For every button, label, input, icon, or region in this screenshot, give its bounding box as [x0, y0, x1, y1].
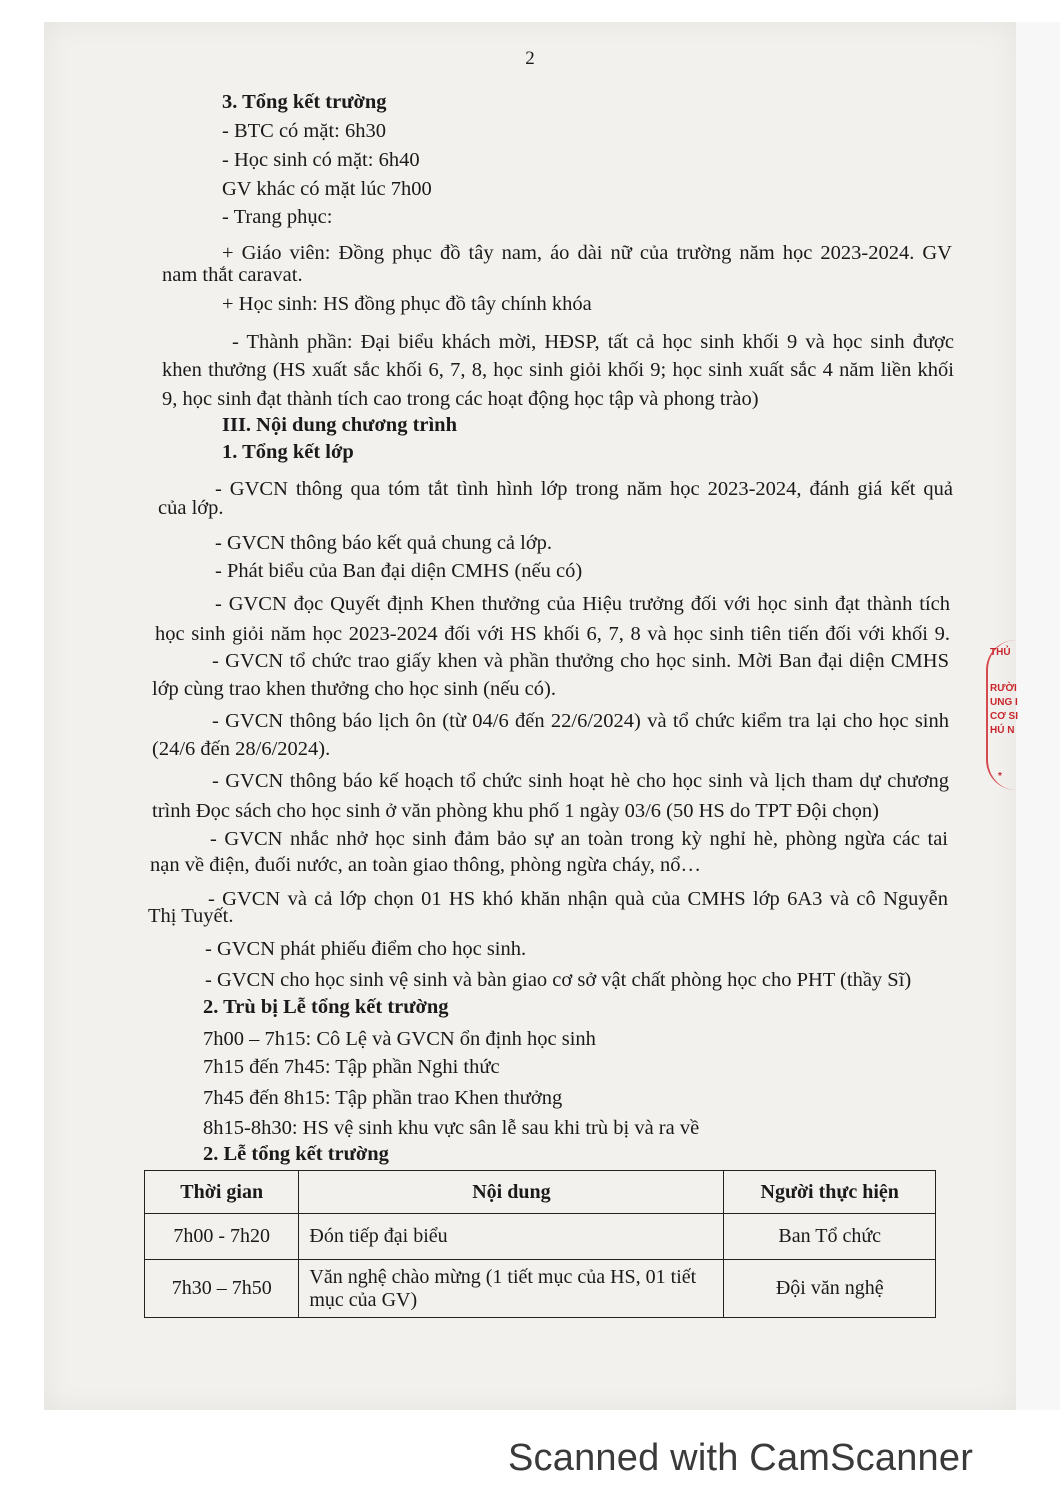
text-line: - GVCN cho học sinh vệ sinh và bàn giao cơ sở vật chất phòng học cho PHT (thầy Sĩ): [205, 969, 912, 991]
section-heading-le-tong-ket: 2. Lễ tổng kết trường: [203, 1143, 389, 1165]
text-line: - GVCN nhắc nhở học sinh đảm bảo sự an toàn trong kỳ nghỉ hè, phòng ngừa các tai: [210, 828, 948, 850]
column-header-person: Người thực hiện: [724, 1171, 936, 1214]
table-row: [145, 1214, 936, 1260]
text-line: 7h15 đến 7h45: Tập phần Nghi thức: [203, 1056, 500, 1078]
stamp-text: THỦ: [990, 647, 1011, 658]
text-line: - Trang phục:: [222, 206, 333, 228]
text-line: - GVCN và cả lớp chọn 01 HS khó khăn nhận quà của CMHS lớp 6A3 và cô Nguyễn: [208, 888, 948, 910]
text-line: - GVCN tổ chức trao giấy khen và phần thưởng cho học sinh. Mời Ban đại diện CMHS: [212, 650, 949, 672]
text-line: + Giáo viên: Đồng phục đồ tây nam, áo dài nữ của trường năm học 2023-2024. GV: [222, 242, 952, 264]
cell-person: Ban Tổ chức: [724, 1214, 936, 1260]
text-line: 8h15-8h30: HS vệ sinh khu vực sân lễ sau khi trù bị và ra về: [203, 1117, 700, 1139]
text-line: - GVCN phát phiếu điểm cho học sinh.: [205, 938, 527, 960]
text-line: 9, học sinh đạt thành tích cao trong các hoạt động học tập và phong trào): [162, 388, 759, 410]
cell-content: Văn nghệ chào mừng (1 tiết mục của HS, 01 tiết mục của GV): [299, 1260, 724, 1318]
camscanner-watermark: Scanned with CamScanner: [508, 1437, 974, 1479]
text-line: - BTC có mặt: 6h30: [222, 120, 386, 142]
stamp-star-icon: *: [998, 771, 1002, 782]
program-table: [144, 1170, 936, 1318]
section-heading-tong-ket-truong: 3. Tổng kết trường: [222, 91, 387, 113]
text-line: + Học sinh: HS đồng phục đồ tây chính khóa: [222, 293, 592, 315]
text-line: lớp cùng trao khen thưởng cho học sinh (nếu có).: [152, 678, 556, 700]
stamp-text: CƠ SI: [990, 711, 1018, 722]
table-row: [145, 1260, 936, 1318]
text-line: - GVCN thông báo lịch ôn (từ 04/6 đến 22/6/2024) và tổ chức kiểm tra lại cho học sinh: [212, 710, 949, 732]
text-line: - GVCN thông qua tóm tắt tình hình lớp trong năm học 2023-2024, đánh giá kết quả: [215, 478, 953, 500]
stamp-text: HÚ N: [990, 725, 1015, 736]
text-line: - GVCN thông báo kết quả chung cả lớp.: [215, 532, 553, 554]
cell-content: Đón tiếp đại biểu: [299, 1214, 724, 1260]
text-line: học sinh giỏi năm học 2023-2024 đối với HS khối 6, 7, 8 và học sinh tiên tiến đối với khối 9.: [155, 623, 950, 645]
cell-person: Đội văn nghệ: [724, 1260, 936, 1318]
text-line: - Học sinh có mặt: 6h40: [222, 149, 420, 171]
column-header-content: Nội dung: [299, 1171, 724, 1214]
text-line: (24/6 đến 28/6/2024).: [152, 738, 331, 760]
text-line: nam thắt caravat.: [162, 264, 303, 286]
text-line: - Phát biểu của Ban đại diện CMHS (nếu có): [215, 560, 583, 582]
stamp-text: RƯỜI: [990, 683, 1017, 694]
text-line: - GVCN đọc Quyết định Khen thưởng của Hiệu trưởng đối với học sinh đạt thành tích: [215, 593, 950, 615]
text-line: khen thưởng (HS xuất sắc khối 6, 7, 8, học sinh giỏi khối 9; học sinh xuất sắc 4 năm liền khối: [162, 359, 954, 381]
stamp-text: UNG I: [990, 697, 1018, 708]
cell-time: 7h00 - 7h20: [145, 1214, 299, 1260]
text-line: Thị Tuyết.: [148, 905, 234, 927]
text-line: - Thành phần: Đại biểu khách mời, HĐSP, tất cả học sinh khối 9 và học sinh được: [232, 331, 954, 353]
page-number: 2: [525, 48, 535, 69]
text-line: trình Đọc sách cho học sinh ở văn phòng khu phố 1 ngày 03/6 (50 HS do TPT Đội chọn): [152, 800, 879, 822]
text-line: GV khác có mặt lúc 7h00: [222, 178, 432, 200]
section-heading-tru-bi: 2. Trù bị Lễ tổng kết trường: [203, 996, 449, 1018]
text-line: của lớp.: [158, 497, 224, 519]
section-heading-tong-ket-lop: 1. Tổng kết lớp: [222, 441, 354, 463]
official-stamp: [982, 640, 1022, 800]
cell-time: 7h30 – 7h50: [145, 1260, 299, 1318]
column-header-time: Thời gian: [145, 1171, 299, 1214]
text-line: 7h00 – 7h15: Cô Lệ và GVCN ổn định học sinh: [203, 1028, 596, 1050]
text-line: - GVCN thông báo kế hoạch tổ chức sinh hoạt hè cho học sinh và lịch tham dự chương: [212, 770, 949, 792]
section-heading-noi-dung: III. Nội dung chương trình: [222, 414, 457, 436]
text-line: nạn về điện, đuối nước, an toàn giao thông, phòng ngừa cháy, nổ…: [150, 854, 701, 876]
table-header-row: [145, 1171, 936, 1214]
text-line: 7h45 đến 8h15: Tập phần trao Khen thưởng: [203, 1087, 563, 1109]
